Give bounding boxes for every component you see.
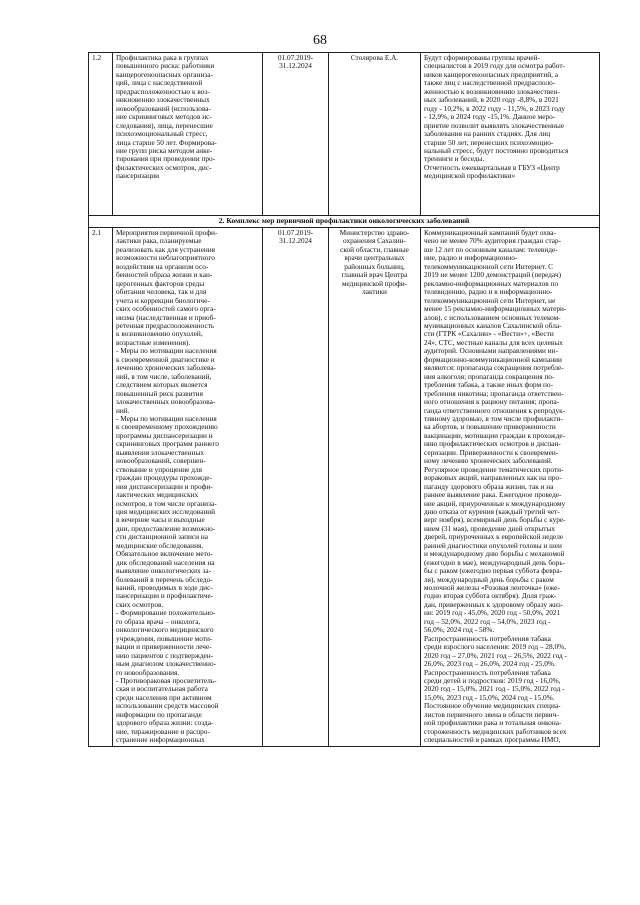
text-line: - Меры по мотивации населения: [116, 347, 217, 356]
text-line: чено не менее 70% аудитория граждан стар-: [424, 237, 562, 246]
text-line: районных больниц,: [344, 262, 405, 271]
text-line: нию профилактических осмотров и диспан-: [424, 440, 561, 449]
activity-cell: [113, 228, 263, 747]
text-line: канцерогеноопасных организа-: [116, 70, 213, 79]
text-line: вации и приверженности лече-: [116, 643, 212, 652]
section-title: 2. Комплекс мер первичной профилактики онкологических заболеваний: [89, 216, 600, 228]
text-line: год – 52,0%, 2022 год – 54,0%, 2023 год -: [424, 617, 551, 626]
text-line: медицинской профи-: [341, 279, 408, 288]
executor-cell: [329, 228, 421, 747]
text-line: женностью к возникновению злокачествен-: [424, 87, 560, 96]
text-line: в вечерние часы и выходные: [116, 516, 205, 525]
text-line: дню отказа от курения (каждый третий чет-: [424, 507, 560, 516]
text-line: ние, тиражирование и распро-: [116, 727, 210, 736]
text-line: тивному здоровью, в том числе профилакти-: [424, 414, 563, 423]
text-line: ние скрининговых методов ис-: [116, 113, 212, 122]
text-line: новообразований (использова-: [116, 104, 211, 113]
text-line: телекоммуникационной сети Интернет. С: [424, 262, 554, 271]
text-line: ному лечению хронических заболеваний.: [424, 457, 553, 466]
text-line: тирования при проведении про-: [116, 155, 216, 164]
text-line: листов первичного звена в области первич-: [424, 710, 559, 719]
text-line: го новообразования.: [116, 668, 180, 677]
activity-cell: [113, 53, 263, 216]
text-line: филактических осмотров, дис-: [116, 163, 212, 172]
text-line: годно вторая суббота октября). Доля граж-: [424, 592, 557, 601]
text-line: муникационных каналов Сахалинской обла-: [424, 321, 562, 330]
text-line: осмотров, в том числе организа-: [116, 499, 217, 508]
dates-cell: [263, 53, 329, 216]
text-line: странение информационных: [116, 736, 205, 745]
text-line: повышенного риска: работники: [116, 62, 215, 71]
text-line: бы с раком (ежегодно первая суббота февра-: [424, 567, 563, 576]
text-line: раннее выявление рака. Ежегодное проведе-: [424, 491, 562, 500]
text-line: Регулярное проведение тематических проти-: [424, 465, 564, 474]
text-line: ния диспансеризации и профи-: [116, 482, 213, 491]
text-line: информации по пропаганде: [116, 710, 202, 719]
text-line: лактических медицинских: [116, 491, 199, 500]
text-line: специалистов в 2019 году для осмотра работ-: [424, 62, 565, 71]
text-line: 2019 не менее 1200 демонстраций (передач): [424, 271, 562, 280]
text-line: дик обследований населения на: [116, 558, 215, 567]
text-line: к возникновению опухолей,: [116, 330, 203, 339]
text-line: ганда ответственного отношения к репродук-: [424, 406, 566, 415]
text-line: ной профилактики рака и тотальная онкона-: [424, 719, 562, 728]
text-line: учреждения, повышение моти-: [116, 634, 213, 643]
text-line: приятие позволит выявлять злокачественные: [424, 121, 564, 130]
text-line: граждан процедуры прохожде-: [116, 474, 212, 483]
text-line: ние акций, приуроченные к международному: [424, 499, 566, 508]
text-line: бенностей образа жизни и кан-: [116, 271, 213, 280]
text-line: аудиторий. Основными направлениями ин-: [424, 347, 559, 356]
text-line: скрининговых программ раннего: [116, 440, 219, 449]
text-line: ние, радио и информационно-: [424, 254, 518, 263]
text-line: ше 12 лет по основным каналам: телевиде-: [424, 245, 558, 254]
text-line: и международному дню борьбы с меланомой: [424, 550, 565, 559]
executor-cell: [329, 53, 421, 216]
text-line: ских особенностей самого орга-: [116, 305, 216, 314]
text-line: дверей, приуроченных к европейской неделе: [424, 533, 564, 542]
text-line: охранения Сахалин-: [343, 237, 406, 246]
text-line: ным диагнозом злокачественно-: [116, 660, 217, 669]
text-line: 01.07.2019-: [277, 54, 314, 62]
text-line: дан, приверженных к здоровому образу жиз-: [424, 600, 564, 609]
text-line: церогенных факторов среды: [116, 279, 205, 288]
text-line: пансеризации: [116, 172, 160, 181]
text-line: году - 10,2%, в 2022 году - 11,5%, в 2023 году: [424, 104, 566, 113]
text-line: возможности неблагоприятного: [116, 254, 215, 263]
text-line: являются: пропаганда сокращения потребле-: [424, 364, 564, 373]
text-line: ваний, проводимых в ходе дис-: [116, 584, 213, 593]
text-line: возрастные изменения).: [116, 338, 191, 347]
text-line: пансеризации и профилактиче-: [116, 592, 214, 601]
result-cell: [421, 228, 600, 747]
text-line: также лиц с наследственной предрасполо-: [424, 79, 556, 88]
text-line: 2020 год - 15,0%, 2021 год - 15,0%, 2022 год -: [424, 685, 565, 694]
text-line: Отчетность ежеквартальная в ГБУЗ «Центр: [424, 163, 560, 172]
dates-cell: [263, 228, 329, 747]
text-line: ранней диагностики опухолей головы и шеи: [424, 541, 562, 550]
page-number: 68: [313, 33, 327, 48]
text-line: ния алкоголя; пропаганда сокращения по-: [424, 372, 555, 381]
text-line: формационно-коммуникационной кампании: [424, 355, 562, 364]
text-line: к своевременному прохождению: [116, 423, 218, 432]
text-line: Министерство здраво-: [339, 229, 410, 237]
text-line: выявление онкологических за-: [116, 567, 212, 576]
text-line: лактики рака, планируемые: [116, 237, 202, 246]
text-line: реализовать как для устранения: [116, 245, 215, 254]
text-line: дни, предоставление возможно-: [116, 524, 216, 533]
text-line: - 12,9%, в 2024 году -15,1%. Данное меро-: [424, 113, 556, 122]
text-line: среди взрослого населения: 2019 год – 28,0%,: [424, 643, 567, 652]
text-line: Будут сформированы группы врачей-: [424, 54, 540, 62]
text-line: выявления злокачественных: [116, 448, 204, 457]
text-line: требления никотина; пропаганда ответствен-: [424, 389, 564, 398]
text-line: никновению злокачественных: [116, 96, 210, 105]
text-line: ни: 2019 год - 45,0%, 2020 год - 50,0%, 2021: [424, 609, 561, 618]
text-line: молочной железы «Розовая ленточка» (еже-: [424, 584, 560, 593]
text-line: ний, в том числе, заболеваний,: [116, 372, 212, 381]
text-line: следования), лица, перенесшие: [116, 121, 213, 130]
text-line: врачи центральных: [344, 254, 405, 263]
text-line: болеваний в перечень обследо-: [116, 575, 213, 584]
text-line: онкологического медицинского: [116, 626, 214, 635]
text-line: ных заболеваний, в 2020 году -8,8%, в 2021: [424, 96, 559, 105]
text-line: ция медицинских исследований: [116, 507, 216, 516]
text-line: ствование и упрощение для: [116, 465, 202, 474]
text-line: рекламно-информационных материалов по: [424, 279, 559, 288]
text-line: повышенный риск развития: [116, 389, 203, 398]
text-line: психоэмоциональный стресс,: [116, 130, 208, 139]
table-row: [89, 53, 600, 216]
text-line: злокачественных новообразова-: [116, 398, 216, 407]
text-line: Распространенность потребления табака: [424, 668, 551, 677]
text-line: ний.: [116, 406, 130, 415]
text-line: низма (наследственная и приоб-: [116, 313, 216, 322]
text-line: главный врач Центра: [341, 271, 408, 280]
text-line: ская и воспитательная работа: [116, 685, 208, 694]
text-line: тренинги и беседы.: [424, 155, 485, 164]
text-line: менее 15 рекламно-информационных матери-: [424, 305, 567, 314]
text-line: старше 50 лет, перенесших психоэмоцио-: [424, 138, 554, 147]
text-line: ской области, главные: [340, 245, 409, 254]
text-line: телекоммуникационной сети Интернет, не: [424, 296, 556, 305]
text-line: ников канцерогеноопасных предприятий, а: [424, 70, 559, 79]
section-header-row: [89, 216, 600, 228]
text-line: ного отношения к рациону питания; пропа-: [424, 398, 560, 407]
text-line: 24», СТС, местные каналы для всех целевых: [424, 338, 563, 347]
text-line: воздействия на организм осо-: [116, 262, 209, 271]
text-line: медицинской профилактики»: [424, 172, 516, 181]
text-line: нием (31 мая), проведение дней открытых: [424, 524, 556, 533]
text-line: - Противораковая просветитель-: [116, 677, 217, 686]
text-line: алов), с использованием основных телеком-: [424, 313, 561, 322]
text-line: программы диспансеризации и: [116, 431, 213, 440]
text-line: ских осмотров.: [116, 600, 164, 609]
text-line: нию пациентов с подтвержден-: [116, 651, 214, 660]
text-line: следствием которых является: [116, 381, 208, 390]
text-line: сти (ГТРК «Сахалин» - «Вести»+, «Вести: [424, 330, 554, 339]
table-row: [89, 228, 600, 747]
text-line: вораковых акций, направленных как на про-: [424, 474, 562, 483]
text-line: ля), международный день борьбы с раком: [424, 575, 554, 584]
text-line: ка абортов, и повышение приверженности: [424, 423, 556, 432]
result-cell: [421, 53, 600, 216]
text-line: нальный стресс, будут постоянно проводиться: [424, 146, 569, 155]
text-line: среди детей и подростков: 2019 год - 16,0%,: [424, 677, 561, 686]
row-number: 2.1: [89, 228, 113, 747]
row-number: 1.2: [89, 53, 113, 216]
text-line: Профилактика рака в группах: [116, 54, 209, 62]
text-line: учета и коррекции биологиче-: [116, 296, 210, 305]
text-line: стороженность медицинских работников всех: [424, 727, 567, 736]
text-line: Обязательное включение мето-: [116, 550, 213, 559]
text-line: 15,0%, 2023 год - 15,0%, 2024 год - 15,0%.: [424, 693, 555, 702]
text-line: ций, лица с наследственной: [116, 79, 203, 88]
text-line: использовании средств массовой: [116, 702, 219, 711]
text-line: ретенная предрасположенность: [116, 321, 215, 330]
text-line: - Формирование положительно-: [116, 609, 216, 618]
text-line: вакцинации, мотивации граждан к прохожде-: [424, 431, 566, 440]
text-line: Мероприятия первичной профи-: [116, 229, 218, 237]
text-line: специальностей в рамках программы НМО,: [424, 736, 561, 745]
text-line: Коммуникационный кампаний будет охва-: [424, 229, 556, 237]
text-line: заболевания на ранних стадиях. Для лиц: [424, 130, 551, 139]
text-line: Распространенность потребления табака: [424, 634, 551, 643]
text-line: 2020 год – 27,0%, 2021 год – 26,5%, 2022 год -: [424, 651, 567, 660]
text-line: медицинские обследования.: [116, 541, 204, 550]
text-line: здорового образа жизни: созда-: [116, 719, 214, 728]
text-line: Столярова Е.А.: [350, 54, 399, 62]
text-line: среди населения при активном: [116, 693, 212, 702]
measures-table: [88, 52, 600, 747]
text-line: лактики: [362, 288, 387, 297]
text-line: 26,0%, 2023 год – 26,0%, 2024 год - 25,0%.: [424, 660, 556, 669]
text-line: (ежегодно в мае), международный день борь-: [424, 558, 566, 567]
text-line: лица старше 50 лет. Формирова-: [116, 138, 217, 147]
text-line: го образа врача – онколога,: [116, 617, 201, 626]
text-line: телевидению, радио и в информационно-: [424, 288, 553, 297]
text-line: - Меры по мотивации населения: [116, 414, 217, 423]
text-line: к своевременной диагностике и: [116, 355, 215, 364]
text-line: серизации. Приверженности к своевремен-: [424, 448, 559, 457]
text-line: требления табака, а также иных форм по-: [424, 381, 554, 390]
text-line: предрасположенностью к воз-: [116, 87, 210, 96]
text-line: Постоянное обучение медицинских специа-: [424, 702, 561, 711]
text-line: лечению хронических заболева-: [116, 364, 216, 373]
text-line: новообразований, совершен-: [116, 457, 206, 466]
text-line: 31.12.2024: [279, 237, 312, 246]
text-line: 31.12.2024: [279, 62, 312, 71]
text-line: ние групп риска методом анке-: [116, 146, 213, 155]
text-line: 56,0%, 2024 год - 58%.: [424, 626, 495, 635]
text-line: паганду здорового образа жизни, так и на: [424, 482, 554, 491]
text-line: верг ноября), всемирный день борьбы с куре-: [424, 516, 566, 525]
text-line: 01.07.2019-: [277, 229, 314, 237]
text-line: обитания человека, так и для: [116, 288, 207, 297]
text-line: сти дистанционной записи на: [116, 533, 209, 542]
